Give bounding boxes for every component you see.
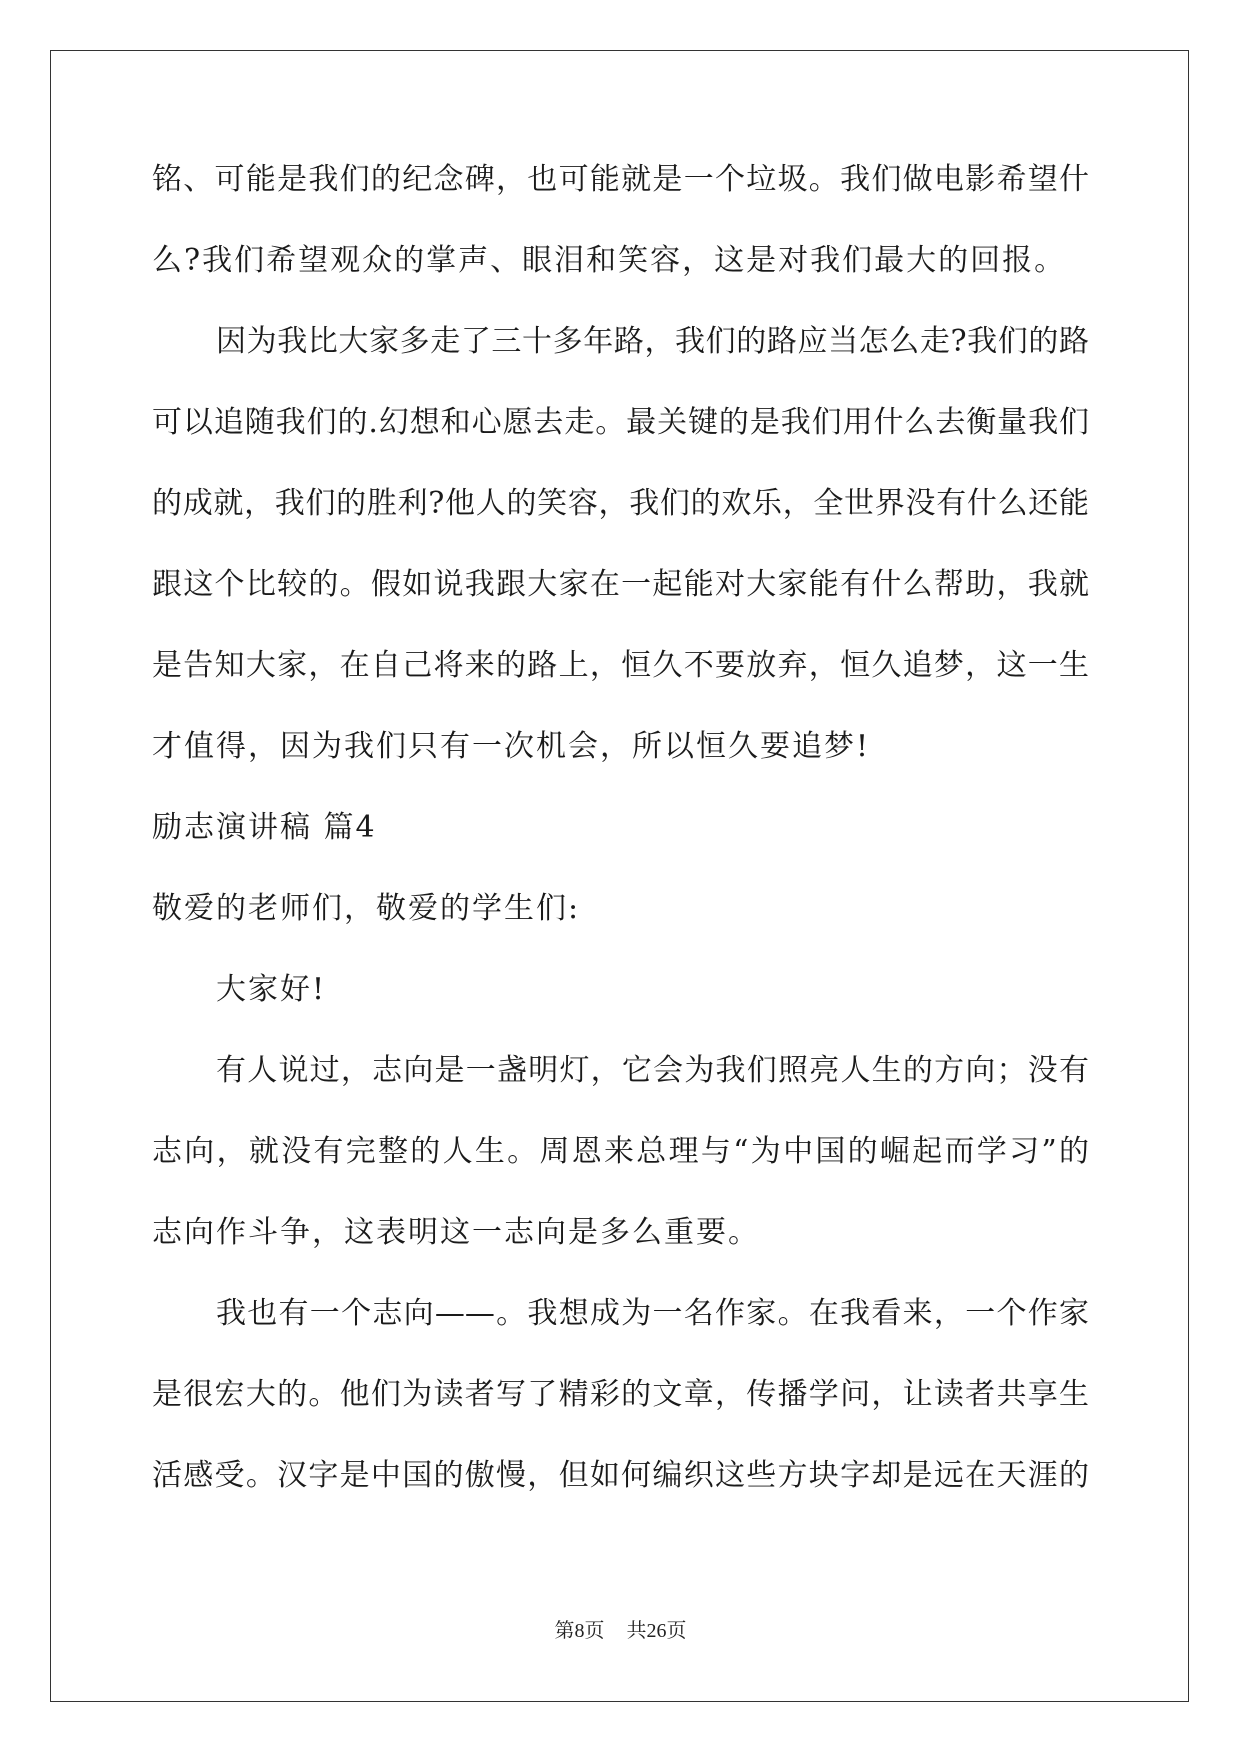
text-line: 跟这个比较的。假如说我跟大家在一起能对大家能有什么帮助，我就 <box>152 567 1089 602</box>
text-line: 才值得，因为我们只有一次机会，所以恒久要追梦! <box>152 729 871 764</box>
page-footer <box>0 1614 1241 1643</box>
text-line: 么?我们希望观众的掌声、眼泪和笑容，这是对我们最大的回报。 <box>152 243 1067 278</box>
text-line: 活感受。汉字是中国的傲慢，但如何编织这些方块字却是远在天涯的 <box>152 1458 1089 1493</box>
total-pages: 共26页 <box>626 1620 687 1642</box>
greeting: 大家好! <box>216 972 327 1007</box>
section-heading: 励志演讲稿 篇4 <box>152 810 377 845</box>
text-line: 的成就，我们的胜利?他人的笑容，我们的欢乐，全世界没有什么还能 <box>152 486 1089 521</box>
text-line: 因为我比大家多走了三十多年路，我们的路应当怎么走?我们的路 <box>216 324 1089 359</box>
text-line: 铭、可能是我们的纪念碑，也可能就是一个垃圾。我们做电影希望什 <box>152 162 1089 197</box>
salutation: 敬爱的老师们，敬爱的学生们: <box>152 891 581 926</box>
text-line: 志向，就没有完整的人生。周恩来总理与“为中国的崛起而学习”的 <box>152 1134 1089 1169</box>
text-line: 有人说过，志向是一盏明灯，它会为我们照亮人生的方向；没有 <box>216 1053 1089 1088</box>
text-line: 是告知大家，在自己将来的路上，恒久不要放弃，恒久追梦，这一生 <box>152 648 1089 683</box>
page-number: 第8页 <box>554 1620 605 1642</box>
text-line: 我也有一个志向——。我想成为一名作家。在我看来，一个作家 <box>216 1296 1089 1331</box>
document-body <box>152 160 1089 1537</box>
text-line: 可以追随我们的.幻想和心愿去走。最关键的是我们用什么去衡量我们 <box>152 405 1089 440</box>
text-line: 志向作斗争，这表明这一志向是多么重要。 <box>152 1215 760 1250</box>
text-line: 是很宏大的。他们为读者写了精彩的文章，传播学问，让读者共享生 <box>152 1377 1089 1412</box>
